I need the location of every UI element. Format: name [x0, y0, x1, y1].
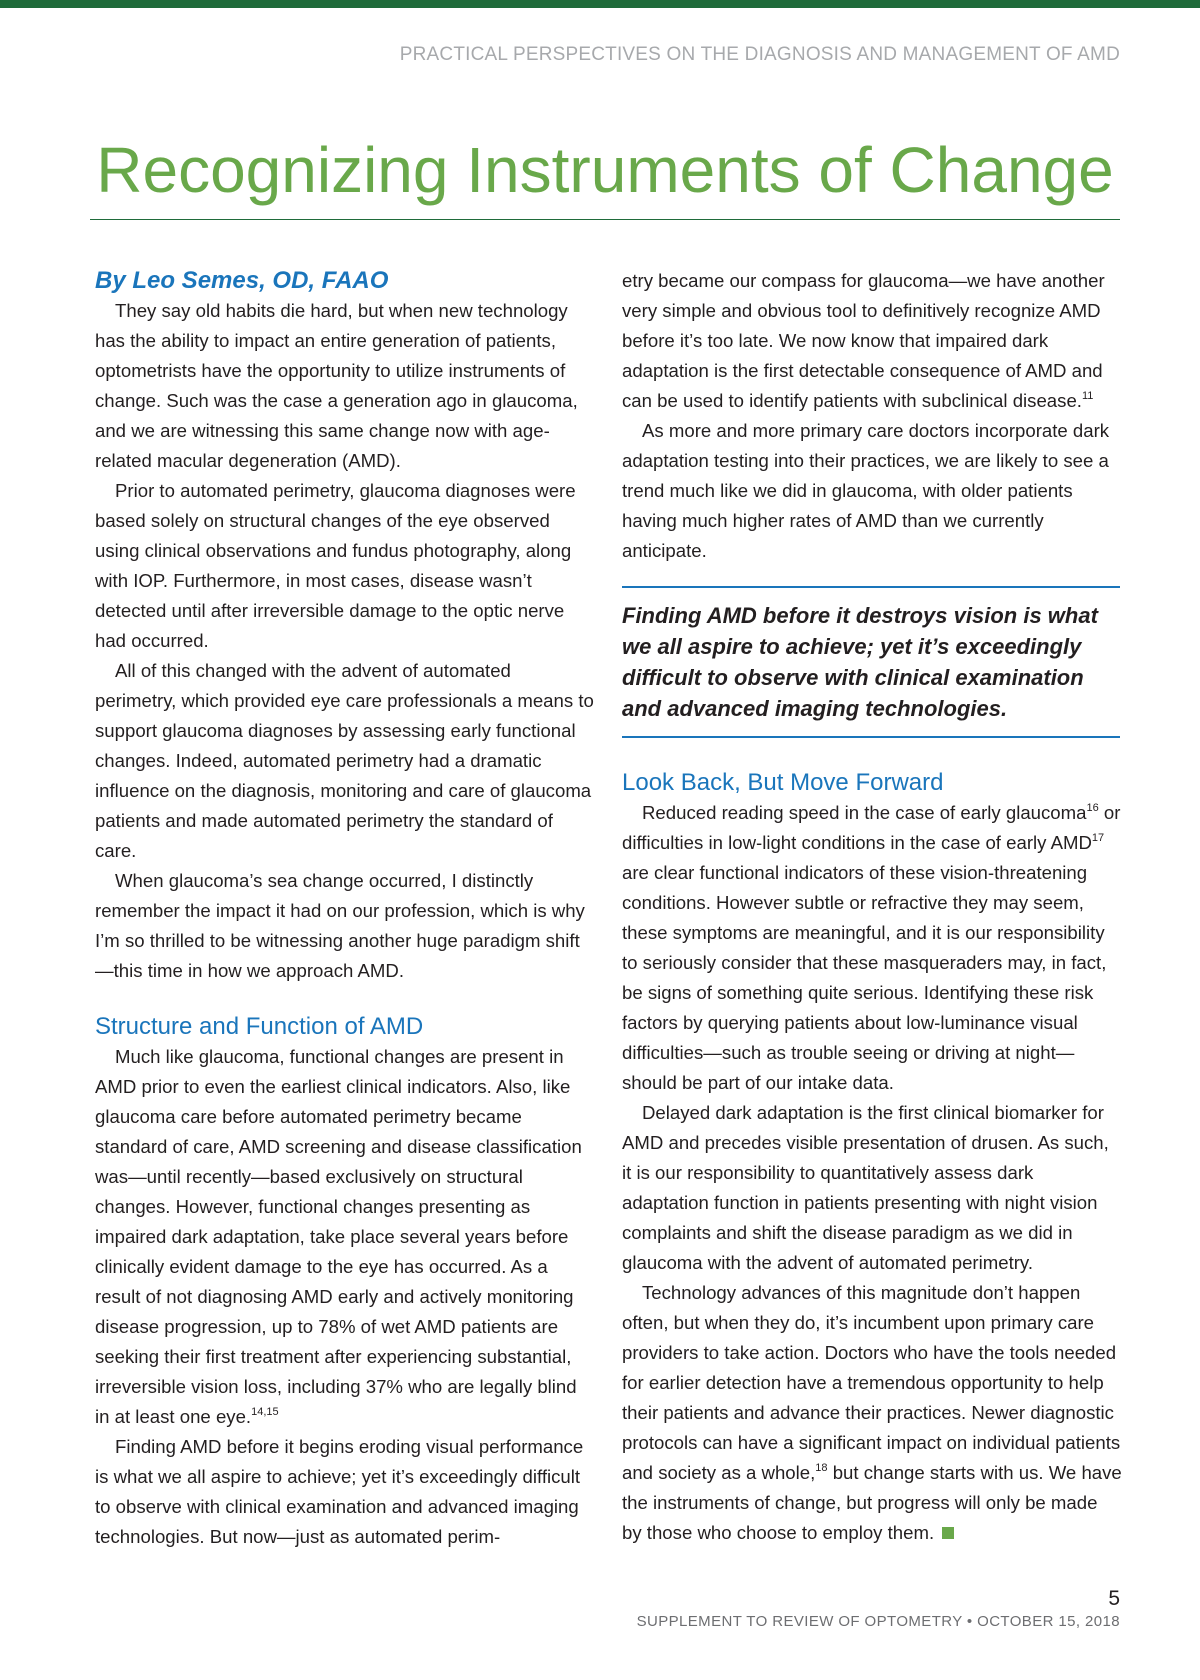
subhead-structure-function: Structure and Function of AMD	[95, 1013, 424, 1040]
spacer	[622, 566, 1122, 586]
paragraph-text: but change starts with us. We have the instruments of change, but progress will only be made by those who choose to employ them.	[622, 1462, 1122, 1543]
section-gap	[95, 986, 595, 1012]
paragraph	[622, 1278, 1122, 1548]
footer: SUPPLEMENT TO REVIEW OF OPTOMETRY • OCTOBER 15, 2018	[636, 1613, 1120, 1630]
page-number: 5	[1108, 1587, 1120, 1610]
end-of-article-square-icon	[942, 1527, 954, 1539]
paragraph: Delayed dark adaptation is the first clinical biomarker for AMD and precedes visible presentation of drusen. As such, it is our responsibility to quantitatively assess dark adaptation function in patients presenting with night vision complaints and shift the disease paradigm as we did in glaucoma with the advent of automated perimetry.	[622, 1102, 1109, 1273]
subhead-look-back: Look Back, But Move Forward	[622, 769, 944, 796]
spacer	[622, 738, 1122, 768]
article-title: Recognizing Instruments of Change	[96, 134, 1114, 206]
reference-superscript: 16	[1086, 802, 1099, 814]
running-head: PRACTICAL PERSPECTIVES ON THE DIAGNOSIS AND MANAGEMENT OF AMD	[399, 44, 1120, 65]
paragraph-text: Reduced reading speed in the case of early glaucoma	[642, 802, 1087, 823]
paragraph	[622, 798, 1122, 1098]
paragraph	[95, 1042, 595, 1432]
byline: By Leo Semes, OD, FAAO	[95, 267, 389, 294]
paragraph-text: or difficulties in low-light conditions in the case of early AMD	[622, 802, 1121, 853]
left-column	[95, 266, 595, 1552]
pullquote: Finding AMD before it destroys vision is what we all aspire to achieve; yet it’s exceedingly difficult to observe with clinical examination and advanced imaging technologies.	[622, 603, 1098, 721]
paragraph-text: Much like glaucoma, functional changes are present in AMD prior to even the earliest clinical indicators. Also, like glaucoma care before automated perimetry became standard of care, AMD screening and disease classification was—until recently—based exclusively on structural changes. However, functional changes presenting as impaired dark adaptation, take place several years before clinically evident damage to the eye has occurred. As a result of not diagnosing AMD early and actively monitoring disease progression, up to 78% of wet AMD patients are seeking their first treatment after experiencing substantial, irreversible vision loss, including 37% who are legally blind in at least one eye.	[95, 1046, 582, 1427]
paragraph-text: are clear functional indicators of these vision-threatening conditions. However subtle or refractive they may seem, these symptoms are meaningful, and it is our responsibility to seriously consider that these masqueraders may, in fact, be signs of something quite serious. Identifying these risk factors by querying patients about low-luminance visual difficulties—such as trouble seeing or driving at night—should be part of our intake data.	[622, 862, 1107, 1093]
paragraph: As more and more primary care doctors incorporate dark adaptation testing into their practices, we are likely to see a trend much like we did in glaucoma, with older patients having much higher rates of AMD than we currently anticipate.	[622, 420, 1110, 561]
paragraph-text: etry became our compass for glaucoma—we have another very simple and obvious tool to definitively recognize AMD before it’s too late. We now know that impaired dark adaptation is the first detectable consequence of AMD and can be used to identify patients with subclinical disease.	[622, 270, 1105, 411]
paragraph: Prior to automated perimetry, glaucoma diagnoses were based solely on structural changes of the eye observed using clinical observations and fundus photography, along with IOP. Furthermore, in most cases, disease wasn’t detected until after irreversible damage to the optic nerve had occurred.	[95, 480, 576, 651]
paragraph	[622, 266, 1122, 416]
reference-superscript: 18	[815, 1462, 828, 1474]
right-column	[622, 266, 1122, 1548]
paragraph: All of this changed with the advent of automated perimetry, which provided eye care professionals a means to support glaucoma diagnoses by assessing early functional changes. Indeed, automated perimetry had a dramatic influence on the diagnosis, monitoring and care of glaucoma patients and made automated perimetry the standard of care.	[95, 660, 594, 861]
reference-superscript: 14,15	[251, 1406, 279, 1418]
paragraph: Finding AMD before it begins eroding visual performance is what we all aspire to achieve; yet it’s exceedingly difficult to observe with clinical examination and advanced imaging technologies. But now—just as automated perim-	[95, 1436, 584, 1547]
paragraph-text: Technology advances of this magnitude don’t happen often, but when they do, it’s incumbent upon primary care providers to take action. Doctors who have the tools needed for earlier detection have a tremendous opportunity to help their patients and advance their practices. Newer diagnostic protocols can have a significant impact on individual patients and society as a whole,	[622, 1282, 1121, 1483]
reference-superscript: 17	[1091, 832, 1105, 844]
reference-superscript: 11	[1081, 390, 1094, 402]
top-color-bar	[0, 0, 1200, 8]
paragraph: When glaucoma’s sea change occurred, I distinctly remember the impact it had on our profession, which is why I’m so thrilled to be witnessing another huge paradigm shift—this time in how we approach AMD.	[95, 870, 585, 981]
paragraph: They say old habits die hard, but when new technology has the ability to impact an entire generation of patients, optometrists have the opportunity to utilize instruments of change. Such was the case a generation ago in glaucoma, and we are witnessing this same change now with age-related macular degeneration (AMD).	[95, 300, 578, 471]
title-divider	[90, 219, 1120, 220]
